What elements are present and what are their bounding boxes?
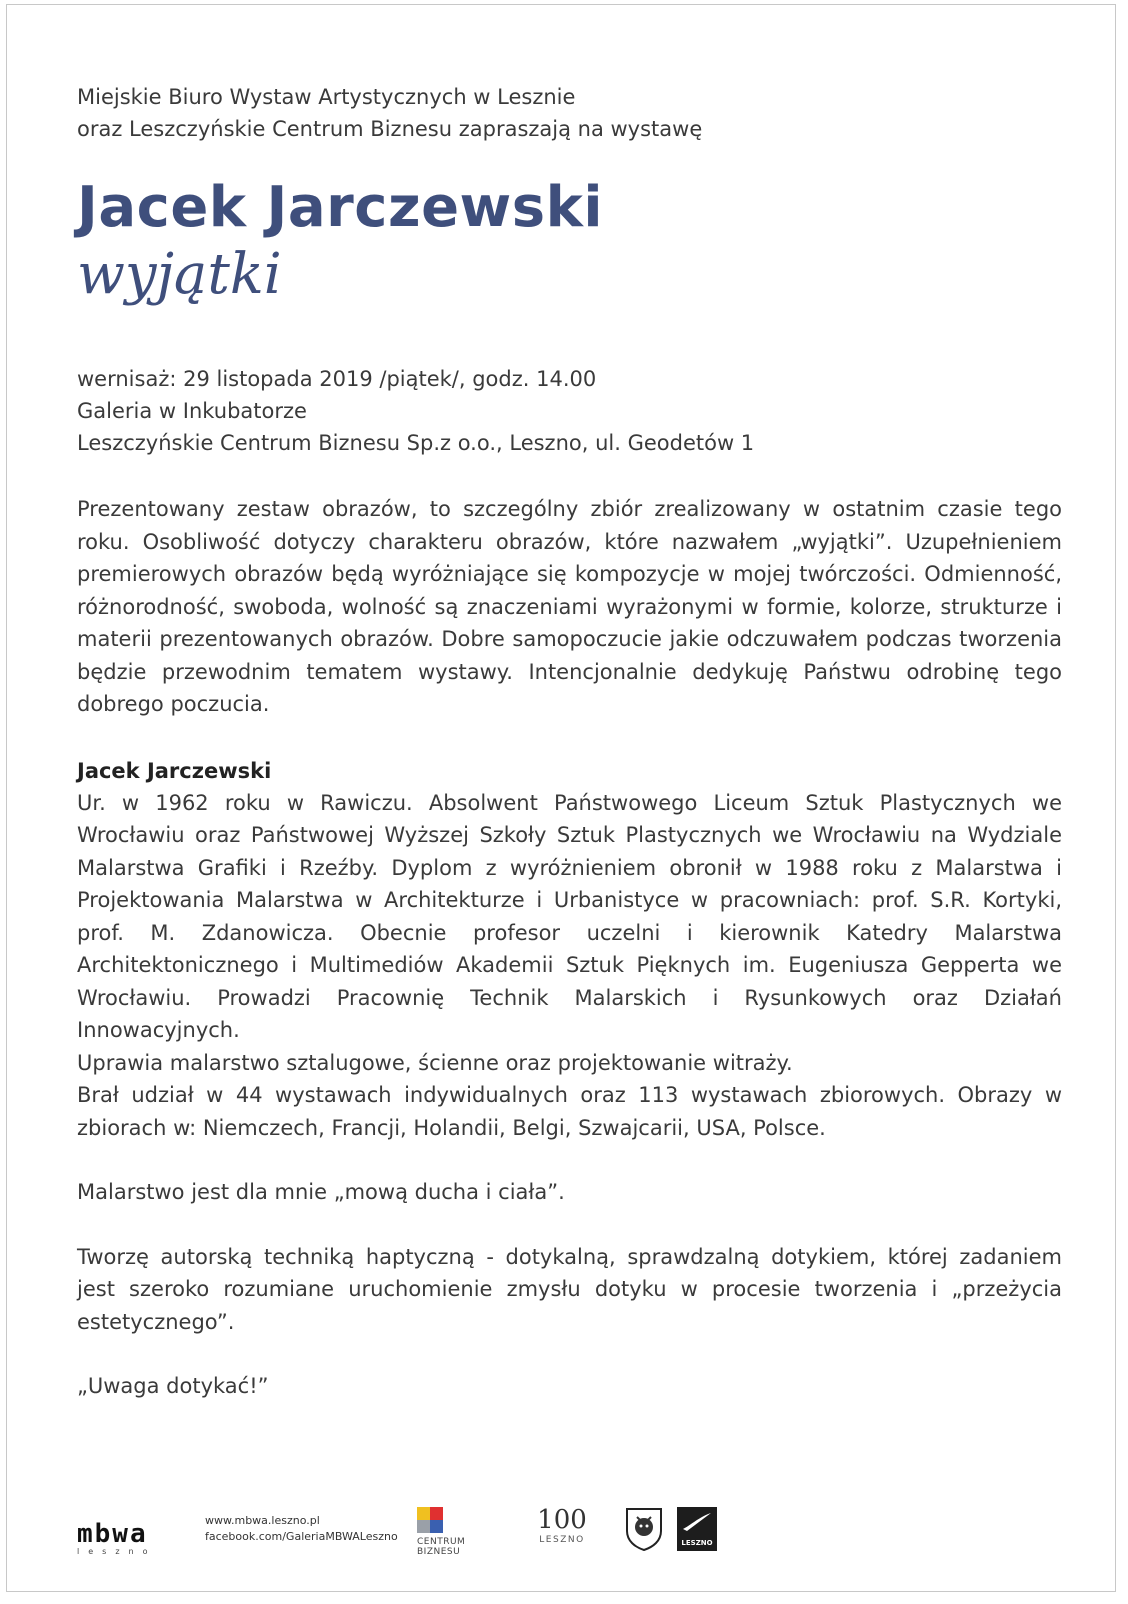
venue-address: Leszczyńskie Centrum Biznesu Sp.z o.o., Leszno, ul. Geodetów 1: [77, 431, 755, 455]
intro-line-2: oraz Leszczyńskie Centrum Biznesu zapraszają na wystawę: [77, 117, 703, 141]
bio-text: Ur. w 1962 roku w Rawiczu. Absolwent Państwowego Liceum Sztuk Plastycznych we Wrocławiu oraz Państwowej Wyższej Szkoły Sztuk Plastycznych we Wrocławiu na Wydziale Malarstwa Grafiki i Rzeźby. Dyplom z wyróżnieniem obronił w 1988 roku z Malarstwa i Projektowania Malarstwa w Architekturze i Urbanistyce w pracowniach: prof. S.R. Kortyki, prof. M. Zdanowicza. Obecnie profesor uczelni i kierownik Katedry Malarstwa Architektonicznego i Multimediów Akademii Sztuk Pięknych im. Eugeniusza Gepperta we Wrocławiu. Prowadzi Pracownię Technik Malarskich i Rysunkowych oraz Działań Innowacyjnych.: [77, 790, 1062, 1042]
exhibition-description: Prezentowany zestaw obrazów, to szczególny zbiór zrealizowany w ostatnim czasie tego roku. Osobliwość dotyczy charakteru obrazów, które nazwałem „wyjątki”. Uzupełnieniem premierowych obrazów będą wyróżniające się kompozycje w mojej twórczości. Odmienność, różnorodność, swoboda, wolność są znaczeniami wyrażonymi w formie, kolorze, strukturze i materii prezentowanych obrazów. Dobre samopoczucie jakie odczuwałem podczas tworzenia będzie przewodnim tematem wystawy. Intencjonalnie dedykuję Państwu odrobinę tego dobrego poczucia.: [77, 497, 1062, 716]
lcb-logo: CENTRUM BIZNESU: [417, 1507, 497, 1551]
bio-exhibitions: Brał udział w 44 wystawach indywidualnych oraz 113 wystawach zbiorowych. Obrazy w zbiorach w: Niemczech, Francji, Holandii, Belgi, Szwajcarii, USA, Polsce.: [77, 1083, 1062, 1140]
mbwa-logo: mbwa leszno: [77, 1519, 157, 1556]
leszno-swoosh-icon: [677, 1507, 717, 1537]
exhibition-title: wyjątki: [77, 242, 282, 307]
invitation-page: [6, 4, 1116, 1592]
opening-date: wernisaż: 29 listopada 2019 /piątek/, godz. 14.00: [77, 367, 597, 391]
leszno-crest-icon: [625, 1507, 663, 1551]
intro-line-1: Miejskie Biuro Wystaw Artystycznych w Lesznie: [77, 85, 576, 109]
leszno-100-logo: 100 LESZNO: [537, 1505, 587, 1545]
quote-painting: Malarstwo jest dla mnie „mową ducha i ciała”.: [77, 1180, 565, 1204]
artist-name-title: Jacek Jarczewski: [77, 175, 604, 240]
facebook-link[interactable]: facebook.com/GaleriaMBWALeszno: [205, 1530, 398, 1543]
contact-links: [205, 1513, 398, 1545]
website-link[interactable]: www.mbwa.leszno.pl: [205, 1514, 320, 1527]
leszno-logo: LESZNO: [677, 1507, 717, 1551]
event-details: [77, 363, 1062, 459]
venue-name: Galeria w Inkubatorze: [77, 399, 307, 423]
bio-heading: Jacek Jarczewski: [77, 758, 272, 783]
lcb-logo-icon: [417, 1507, 443, 1533]
bio-line-2: Uprawia malarstwo sztalugowe, ścienne oraz projektowanie witraży.: [77, 1050, 793, 1075]
main-content: [77, 81, 1062, 1403]
intro-text: [77, 81, 1062, 145]
technique-description: Tworzę autorską techniką haptyczną - dotykalną, sprawdzalną dotykiem, której zadaniem jest szeroko rozumiane uruchomienie zmysłu dotyku w procesie tworzenia i „przeżycia estetycznego”.: [77, 1244, 1062, 1334]
footer-logos: [77, 1501, 1057, 1561]
quote-touch: „Uwaga dotykać!”: [77, 1374, 269, 1398]
